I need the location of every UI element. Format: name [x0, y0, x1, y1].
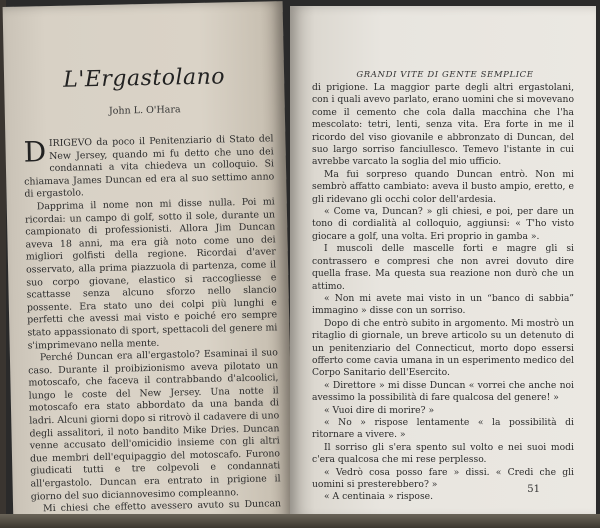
left-page-text [23, 133, 281, 527]
paragraph: DIRIGEVO da poco il Penitenziario di Stato del New Jersey, quando mi fu detto che uno dei condannati a vita chiedeva un colloquio. Si chiamava James Duncan ed era al suo settimo anno di ergastolo. [23, 133, 275, 200]
paragraph: Perché Duncan era all'ergastolo? Esaminai il suo caso. Durante il proibizionismo aveva pilotato un motoscafo, che faceva il contrabbando d'alcoolici, lungo le coste del New Jersey. Una notte il motoscafo era stato abbordato da una banda di ladri. Alcuni giorni dopo si ritrovò il cadavere di uno degli assalitori, il noto bandito Mike Dries. Duncan venne accusato dell'omicidio insieme con gli altri due membri dell'equipaggio del motoscafo. Furono giudicati tutti e tre colpevoli e condannati all'ergastolo. Duncan era entrato in prigione il giorno del suo diciannovesimo compleanno. [28, 347, 281, 503]
right-page [290, 6, 596, 518]
paragraph: I muscoli delle mascelle forti e magre gli si contrassero e compresi che non avrei dovuto dire quella frase. Ma questa sua reazione non durò che un attimo. [312, 243, 574, 292]
paragraph: Dopo di che entrò subito in argomento. Mi mostrò un ritaglio di giornale, un breve articolo su un detenuto di un penitenziario del Connecticut, morto dopo essersi offerto come cavia umana in un esperimento medico del Corpo Sanitario dell'Esercito. [312, 317, 574, 379]
paragraph: « Vedrò cosa posso fare » dissi. « Credi che gli uomini si presterebbero? » [312, 466, 574, 490]
paragraph: « Non mi avete mai visto in un “banco di sabbia” immagino » disse con un sorriso. [312, 292, 574, 317]
paragraph: Il sorriso gli s'era spento sul volto e nei suoi modi c'era qualcosa che mi rese perplesso. [312, 441, 574, 466]
paragraph: « Direttore » mi disse Duncan « vorrei che anche noi avessimo la possibilità di fare qualcosa del genere! » [312, 379, 574, 404]
paragraph: « Come va, Duncan? » gli chiesi, e poi, per dare un tono di cordialità al colloquio, aggiunsi: « T'ho visto giocare a golf, una volta. Eri proprio in gamba ». [312, 206, 574, 242]
table-surface [0, 514, 600, 528]
paragraph: Dapprima il nome non mi disse nulla. Poi mi ricordai: un campo di golf, sotto il sole, durante un campionato di professionisti. Allora Jim Duncan aveva 18 anni, ma era già noto come uno dei migliori golfisti della regione. Ricordai d'aver osservato, alla prima piazzuola di partenza, come il suo corpo giovane, elastico si raccogliesse e scattasse senza alcuno sforzo nello slancio possente. Era stato uno dei colpi più lunghi e perfetti che avessi mai visto e poiché ero sempre stato appassionato di sport, spettacoli del genere mi s'imprimevano nella mente. [24, 196, 278, 352]
left-page [3, 1, 294, 527]
paragraph: di prigione. La maggior parte degli altri ergastolani, con i quali avevo parlato, erano uomini che si movevano come il cemento che cola dalla macchina che l'ha mescolato: tetri, lenti, senza vita. Era forte in me il ricordo del viso giovanile e abbronzato di Duncan, del suo largo sorriso fanciullesco. Temevo l'istante in cui avrebbe varcato la soglia del mio ufficio. [312, 82, 574, 168]
page-number: 51 [527, 484, 540, 495]
story-title: L'Ergastolano [62, 64, 226, 93]
drop-cap: D [23, 135, 47, 169]
paragraph: « Vuoi dire di morire? » [324, 404, 435, 416]
paragraph: « No » rispose lentamente « la possibilità di ritornare a vivere. » [312, 416, 574, 441]
paragraph: Mi chiesi che effetto avessero avuto su Duncan [42, 498, 282, 515]
paragraph: Ma fui sorpreso quando Duncan entrò. Non mi sembrò affatto cambiato: aveva il busto ampio, eretto, e gli ridevano gli occhi color dell'ardesia. [312, 168, 574, 205]
right-page-text [312, 82, 574, 504]
story-author: John L. O'Hara [108, 104, 181, 117]
paragraph: « A centinaia » rispose. [324, 491, 434, 503]
running-head: GRANDI VITE DI GENTE SEMPLICE [356, 70, 534, 80]
